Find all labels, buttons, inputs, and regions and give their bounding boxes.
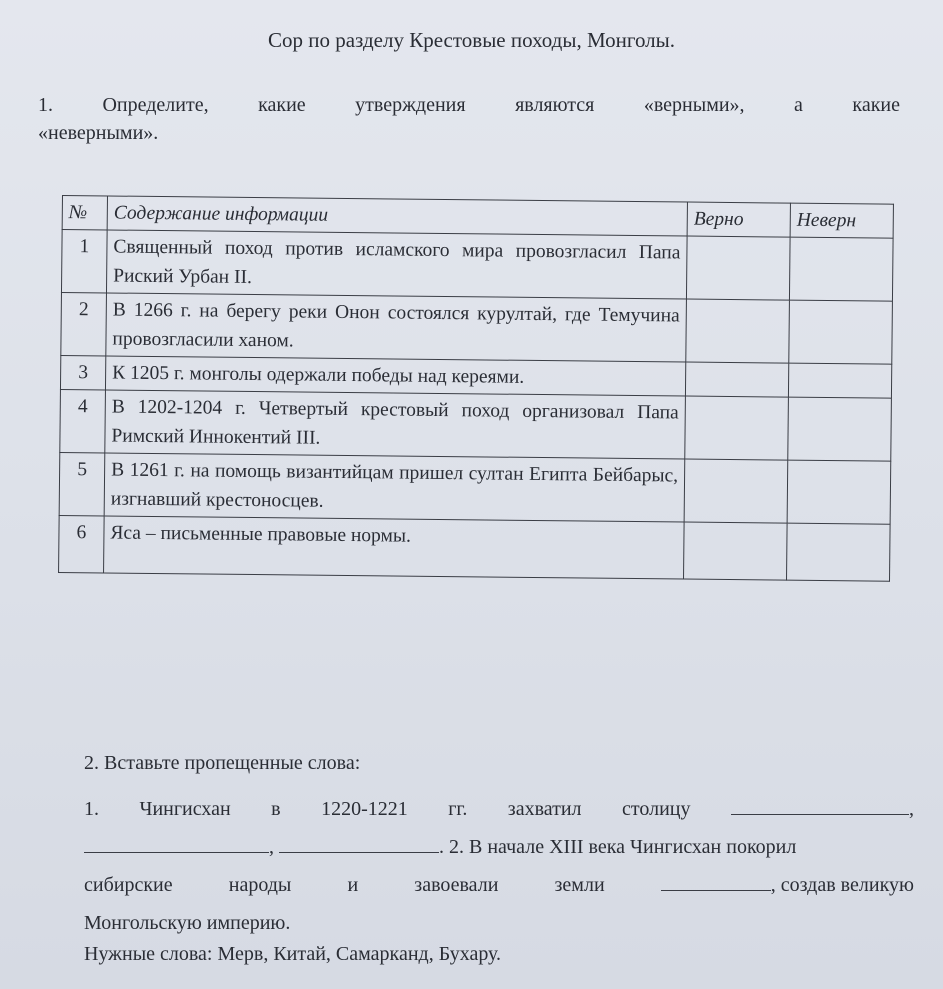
q2-word: сибирские: [84, 874, 173, 896]
needed-words: Нужные слова: Мерв, Китай, Самарканд, Бухару.: [84, 943, 502, 965]
row-statement: Яса – письменные правовые нормы.: [104, 516, 685, 579]
true-cell[interactable]: [686, 236, 790, 300]
true-cell[interactable]: [686, 299, 790, 363]
true-cell[interactable]: [684, 459, 788, 523]
q2-line-3-text: , создав великую: [770, 874, 914, 896]
question-2-line-1: [84, 790, 914, 828]
q2-word: земли: [554, 874, 605, 896]
table-row: [60, 389, 892, 461]
row-statement: В 1261 г. на помощь византийцам пришел султан Египта Бейбарыс, изгнавший крестоносцев.: [104, 453, 685, 522]
row-number: 1: [61, 230, 107, 293]
q2-word: захватил: [507, 798, 582, 820]
header-true: Верно: [687, 202, 790, 237]
false-cell[interactable]: [787, 523, 891, 581]
blank-1-group: [731, 790, 914, 828]
table-row: [59, 515, 891, 581]
row-number: 2: [61, 292, 107, 355]
comma: ,: [269, 836, 274, 858]
fill-in-blank-3[interactable]: [279, 834, 439, 853]
fill-in-blank-2[interactable]: [84, 834, 269, 853]
question-1-text-continued: «неверными».: [38, 122, 159, 144]
row-number: 6: [59, 515, 105, 572]
question-1-text: 1. Определите, какие утверждения являются «верными», а какие: [38, 94, 900, 116]
comma: ,: [908, 798, 914, 820]
q2-word: 1.: [84, 798, 99, 820]
table-row: [61, 292, 893, 364]
false-cell[interactable]: [789, 237, 893, 301]
header-false: Неверн: [790, 203, 893, 238]
fill-in-blank-1[interactable]: [731, 796, 909, 815]
false-cell[interactable]: [788, 397, 892, 461]
q2-word: народы: [228, 874, 292, 896]
false-cell[interactable]: [788, 363, 891, 398]
true-cell[interactable]: [685, 362, 788, 397]
table-row: [59, 452, 891, 524]
q2-word: в: [271, 798, 281, 820]
statements-table: [58, 195, 894, 582]
q2-word: Чингисхан: [139, 798, 231, 820]
blank-4-group: [661, 866, 914, 904]
table-row: [61, 230, 893, 302]
false-cell[interactable]: [789, 300, 893, 364]
row-statement: В 1266 г. на берегу реки Онон состоялся курултай, где Темучина провозгласили ханом.: [106, 293, 687, 362]
q2-word: завоевали: [414, 874, 499, 896]
header-content: Содержание информации: [107, 196, 687, 236]
row-number: 3: [60, 355, 105, 389]
question-2-line-3: [84, 866, 914, 904]
true-cell[interactable]: [685, 396, 789, 460]
row-statement: Священный поход против исламского мира провозгласил Папа Риский Урбан II.: [106, 230, 687, 299]
q2-word: гг.: [448, 798, 468, 820]
row-statement: В 1202-1204 г. Четвертый крестовый поход организовал Папа Римский Иннокентий III.: [105, 390, 686, 459]
header-number: №: [62, 196, 107, 230]
question-2-line-2: [84, 828, 914, 866]
page-title: Сор по разделу Крестовые походы, Монголы.: [267, 28, 676, 52]
q2-word: столицу: [622, 798, 691, 820]
q2-word: 1220-1221: [321, 798, 408, 820]
false-cell[interactable]: [787, 460, 891, 524]
row-number: 4: [60, 389, 106, 452]
row-statement: К 1205 г. монголы одержали победы над кереями.: [105, 356, 685, 396]
q2-line-2-text: . 2. В начале XIII века Чингисхан покорил: [439, 836, 797, 858]
true-cell[interactable]: [684, 522, 788, 580]
question-2-line-4: Монгольскую империю.: [84, 912, 291, 934]
q2-word: и: [347, 874, 359, 896]
question-2-body: [84, 790, 914, 942]
row-number: 5: [59, 452, 105, 515]
question-2-heading: 2. Вставьте пропещенные слова:: [84, 752, 361, 774]
fill-in-blank-4[interactable]: [661, 872, 771, 891]
